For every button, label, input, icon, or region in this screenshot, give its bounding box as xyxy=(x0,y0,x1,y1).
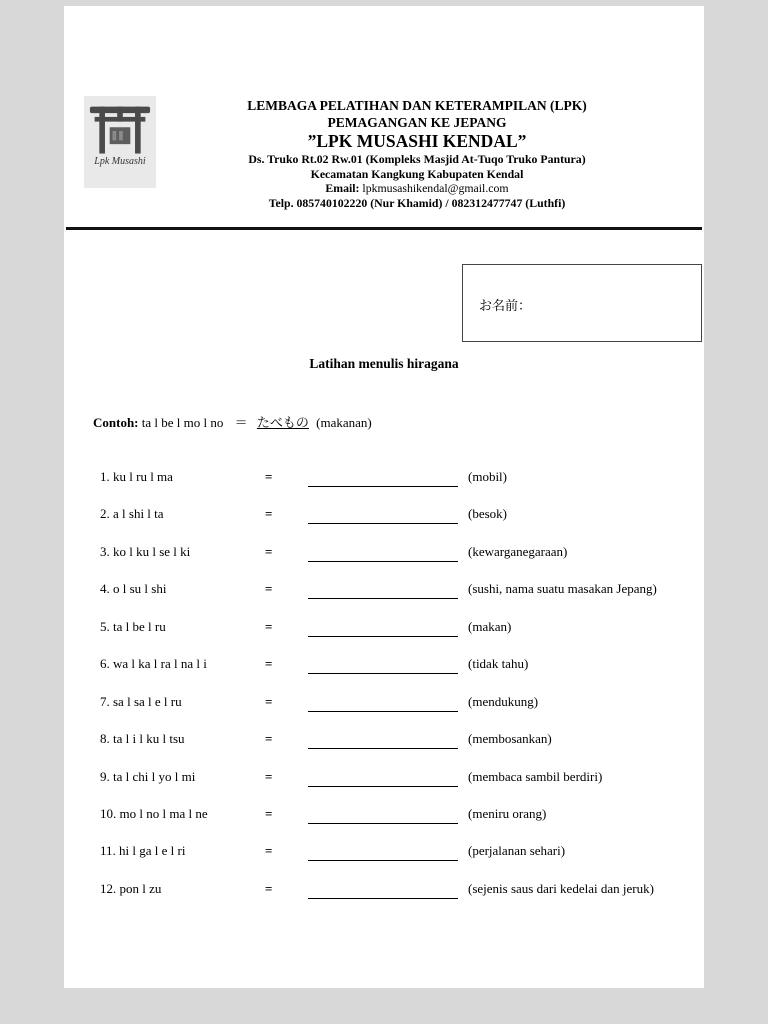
row-meaning: (perjalanan sehari) xyxy=(468,843,566,859)
equals-sign: = xyxy=(265,656,273,672)
row-meaning: (kewarganegaraan) xyxy=(468,543,568,559)
row-meaning: (tidak tahu) xyxy=(468,656,529,672)
address-line1: Ds. Truko Rt.02 Rw.01 (Kompleks Masjid At-Tuqo Truko Pantura) xyxy=(248,152,586,166)
letterhead-line2: PEMAGANGAN KE JEPANG xyxy=(327,115,507,130)
equals-sign: = xyxy=(265,805,273,821)
equals-sign: = xyxy=(265,618,273,634)
answer-blank xyxy=(308,881,458,899)
row-romaji: o l su l shi xyxy=(113,581,167,597)
equals-sign: = xyxy=(265,543,273,559)
letterhead-divider xyxy=(66,227,702,230)
row-number: 7. xyxy=(100,693,110,709)
row-number: 12. xyxy=(100,880,117,896)
row-romaji: ko l ku l se l ki xyxy=(113,543,191,559)
practice-row xyxy=(100,881,696,918)
equals-sign: = xyxy=(265,880,273,896)
answer-blank xyxy=(308,619,458,637)
row-romaji: ta l be l ru xyxy=(113,618,166,634)
example-hiragana: たべもの xyxy=(256,415,309,430)
email-value: lpkmusashikendal@gmail.com xyxy=(362,181,509,195)
row-number: 1. xyxy=(100,469,110,484)
practice-row xyxy=(100,769,696,806)
letterhead-line1: LEMBAGA PELATIHAN DAN KETERAMPILAN (LPK) xyxy=(247,98,587,113)
row-meaning: (besok) xyxy=(468,506,507,522)
row-romaji: ku l ru l ma xyxy=(113,469,173,484)
phone-line: Telp. 085740102220 (Nur Khamid) / 082312477747 (Luthfi) xyxy=(268,195,566,210)
example-label: Contoh: xyxy=(93,415,139,430)
equals-sign: = xyxy=(265,693,273,709)
practice-row xyxy=(100,731,696,768)
row-number: 6. xyxy=(100,656,110,672)
equals-sign: = xyxy=(265,768,273,784)
answer-blank xyxy=(308,469,458,487)
email-line xyxy=(156,181,678,196)
example-line xyxy=(93,415,372,431)
letterhead xyxy=(156,97,678,210)
row-romaji: hi l ga l e l ri xyxy=(119,843,186,859)
answer-blank xyxy=(308,656,458,674)
answer-blank xyxy=(308,769,458,787)
practice-row xyxy=(100,843,696,880)
row-number: 8. xyxy=(100,731,110,747)
row-number: 2. xyxy=(100,506,110,522)
torii-gate-icon xyxy=(87,96,153,162)
example-meaning: (makanan) xyxy=(316,415,372,430)
institution-name: ”LPK MUSASHI KENDAL” xyxy=(307,131,527,151)
practice-row xyxy=(100,694,696,731)
answer-blank xyxy=(308,694,458,712)
row-romaji: sa l sa l e l ru xyxy=(113,693,182,709)
worksheet-title: Latihan menulis hiragana xyxy=(309,356,459,371)
row-romaji: a l shi l ta xyxy=(113,506,164,522)
row-meaning: (makan) xyxy=(468,618,512,634)
row-number: 3. xyxy=(100,543,110,559)
answer-blank xyxy=(308,506,458,524)
row-romaji: wa l ka l ra l na l i xyxy=(113,656,207,672)
row-number: 4. xyxy=(100,581,110,597)
practice-row xyxy=(100,656,696,693)
name-field-box xyxy=(462,264,702,342)
row-meaning: (mendukung) xyxy=(468,693,539,709)
row-romaji: pon l zu xyxy=(119,880,162,896)
row-meaning: (meniru orang) xyxy=(468,805,547,821)
equals-sign: = xyxy=(265,843,273,859)
row-number: 11. xyxy=(100,843,116,859)
document-page xyxy=(64,6,704,988)
equals-sign: = xyxy=(265,731,273,747)
practice-row xyxy=(100,469,696,506)
row-meaning: (membosankan) xyxy=(468,731,552,747)
email-label: Email: xyxy=(325,181,360,195)
practice-row xyxy=(100,806,696,843)
row-number: 9. xyxy=(100,768,110,784)
practice-row xyxy=(100,544,696,581)
practice-list xyxy=(100,469,696,918)
equals-sign: = xyxy=(265,581,273,597)
row-number: 10. xyxy=(100,805,117,821)
address-line2: Kecamatan Kangkung Kabupaten Kendal xyxy=(310,166,524,181)
practice-row xyxy=(100,506,696,543)
answer-blank xyxy=(308,843,458,861)
row-number: 5. xyxy=(100,618,110,634)
equals-sign: = xyxy=(265,506,273,522)
example-romaji: ta l be l mo l no xyxy=(141,415,224,430)
example-equals: ＝ xyxy=(234,415,248,430)
logo-caption: Lpk Musashi xyxy=(94,156,146,167)
answer-blank xyxy=(308,581,458,599)
row-meaning: (sushi, nama suatu masakan Jepang) xyxy=(468,581,657,597)
practice-row xyxy=(100,619,696,656)
equals-sign: = xyxy=(265,469,273,484)
answer-blank xyxy=(308,806,458,824)
row-romaji: ta l chi l yo l mi xyxy=(113,768,196,784)
row-romaji: mo l no l ma l ne xyxy=(119,805,208,821)
row-meaning: (sejenis saus dari kedelai dan jeruk) xyxy=(468,880,654,896)
answer-blank xyxy=(308,544,458,562)
name-field-label: お名前： xyxy=(479,298,532,313)
practice-row xyxy=(100,581,696,618)
answer-blank xyxy=(308,731,458,749)
institution-logo xyxy=(84,96,156,188)
row-meaning: (mobil) xyxy=(468,469,507,484)
row-romaji: ta l i l ku l tsu xyxy=(113,731,185,747)
row-meaning: (membaca sambil berdiri) xyxy=(468,768,603,784)
